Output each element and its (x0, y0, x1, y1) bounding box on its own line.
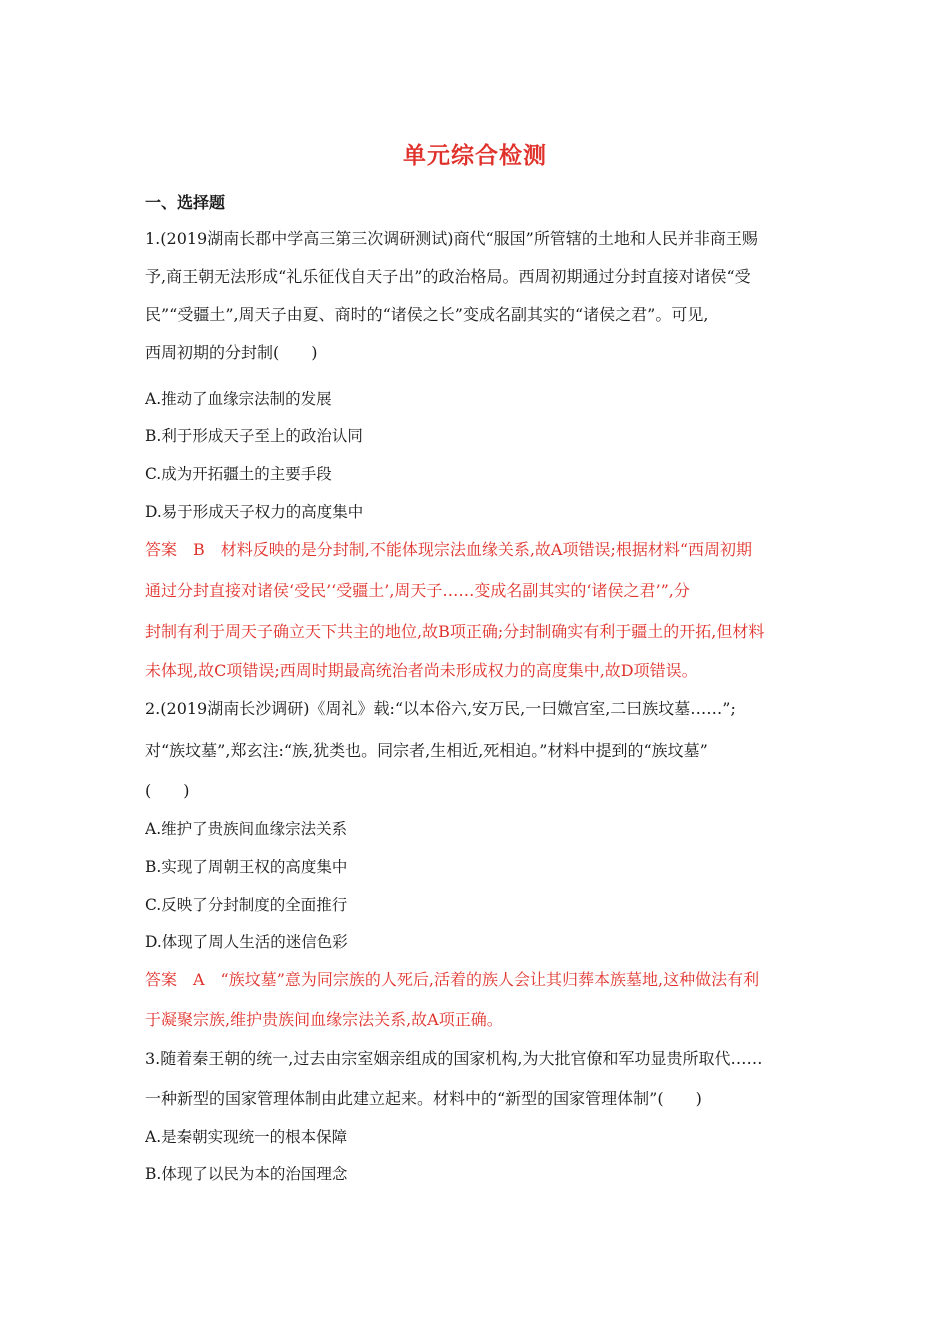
question-2-option-a: A.维护了贵族间血缘宗法关系 (145, 820, 348, 838)
question-3-line: 3.随着秦王朝的统一,过去由宗室姻亲组成的国家机构,为大批官僚和军功显贵所取代…… (145, 1049, 763, 1068)
question-1-option-c: C.成为开拓疆土的主要手段 (145, 465, 332, 483)
question-3-line: 一种新型的国家管理体制由此建立起来。材料中的“新型的国家管理体制”( ) (145, 1089, 702, 1108)
question-3-option-b: B.体现了以民为本的治国理念 (145, 1165, 348, 1183)
question-2-option-c: C.反映了分封制度的全面推行 (145, 896, 348, 914)
question-1-answer: 封制有利于周天子确立天下共主的地位,故B项正确;分封制确实有利于疆土的开拓,但材料 (145, 622, 765, 641)
question-1-answer: 未体现,故C项错误;西周时期最高统治者尚未形成权力的高度集中,故D项错误。 (145, 661, 698, 680)
question-1-line: 1.(2019湖南长郡中学高三第三次调研测试)商代“服国”所管辖的土地和人民并非商王赐 (145, 229, 758, 248)
question-1-answer: 答案 B 材料反映的是分封制,不能体现宗法血缘关系,故A项错误;根据材料“西周初期 (145, 540, 753, 559)
question-2-line: 2.(2019湖南长沙调研)《周礼》载:“以本俗六,安万民,一曰媺宫室,二曰族坟墓……”; (145, 699, 736, 718)
question-1-line: 予,商王朝无法形成“礼乐征伐自天子出”的政治格局。西周初期通过分封直接对诸侯“受 (145, 267, 751, 286)
question-2-line: 对“族坟墓”,郑玄注:“族,犹类也。同宗者,生相近,死相迫。”材料中提到的“族坟墓” (145, 741, 708, 760)
question-1-answer: 通过分封直接对诸侯‘受民’‘受疆土’,周天子……变成名副其实的‘诸侯之君’”,分 (145, 581, 690, 600)
question-2-line: ( ) (145, 781, 190, 800)
question-1-line: 西周初期的分封制( ) (145, 343, 318, 362)
question-1-option-d: D.易于形成天子权力的高度集中 (145, 503, 364, 521)
question-2-answer: 于凝聚宗族,维护贵族间血缘宗法关系,故A项正确。 (145, 1010, 503, 1029)
question-1-line: 民”“受疆土”,周天子由夏、商时的“诸侯之长”变成名副其实的“诸侯之君”。可见, (145, 305, 709, 324)
page-title: 单元综合检测 (403, 142, 547, 169)
question-2-option-b: B.实现了周朝王权的高度集中 (145, 858, 348, 876)
question-2-answer: 答案 A “族坟墓”意为同宗族的人死后,活着的族人会让其归葬本族墓地,这种做法有利 (145, 970, 760, 989)
question-1-option-a: A.推动了血缘宗法制的发展 (145, 390, 332, 408)
question-3-option-a: A.是秦朝实现统一的根本保障 (145, 1128, 348, 1146)
question-1-option-b: B.利于形成天子至上的政治认同 (145, 427, 363, 445)
section-heading: 一、选择题 (145, 193, 226, 212)
question-2-option-d: D.体现了周人生活的迷信色彩 (145, 933, 348, 951)
